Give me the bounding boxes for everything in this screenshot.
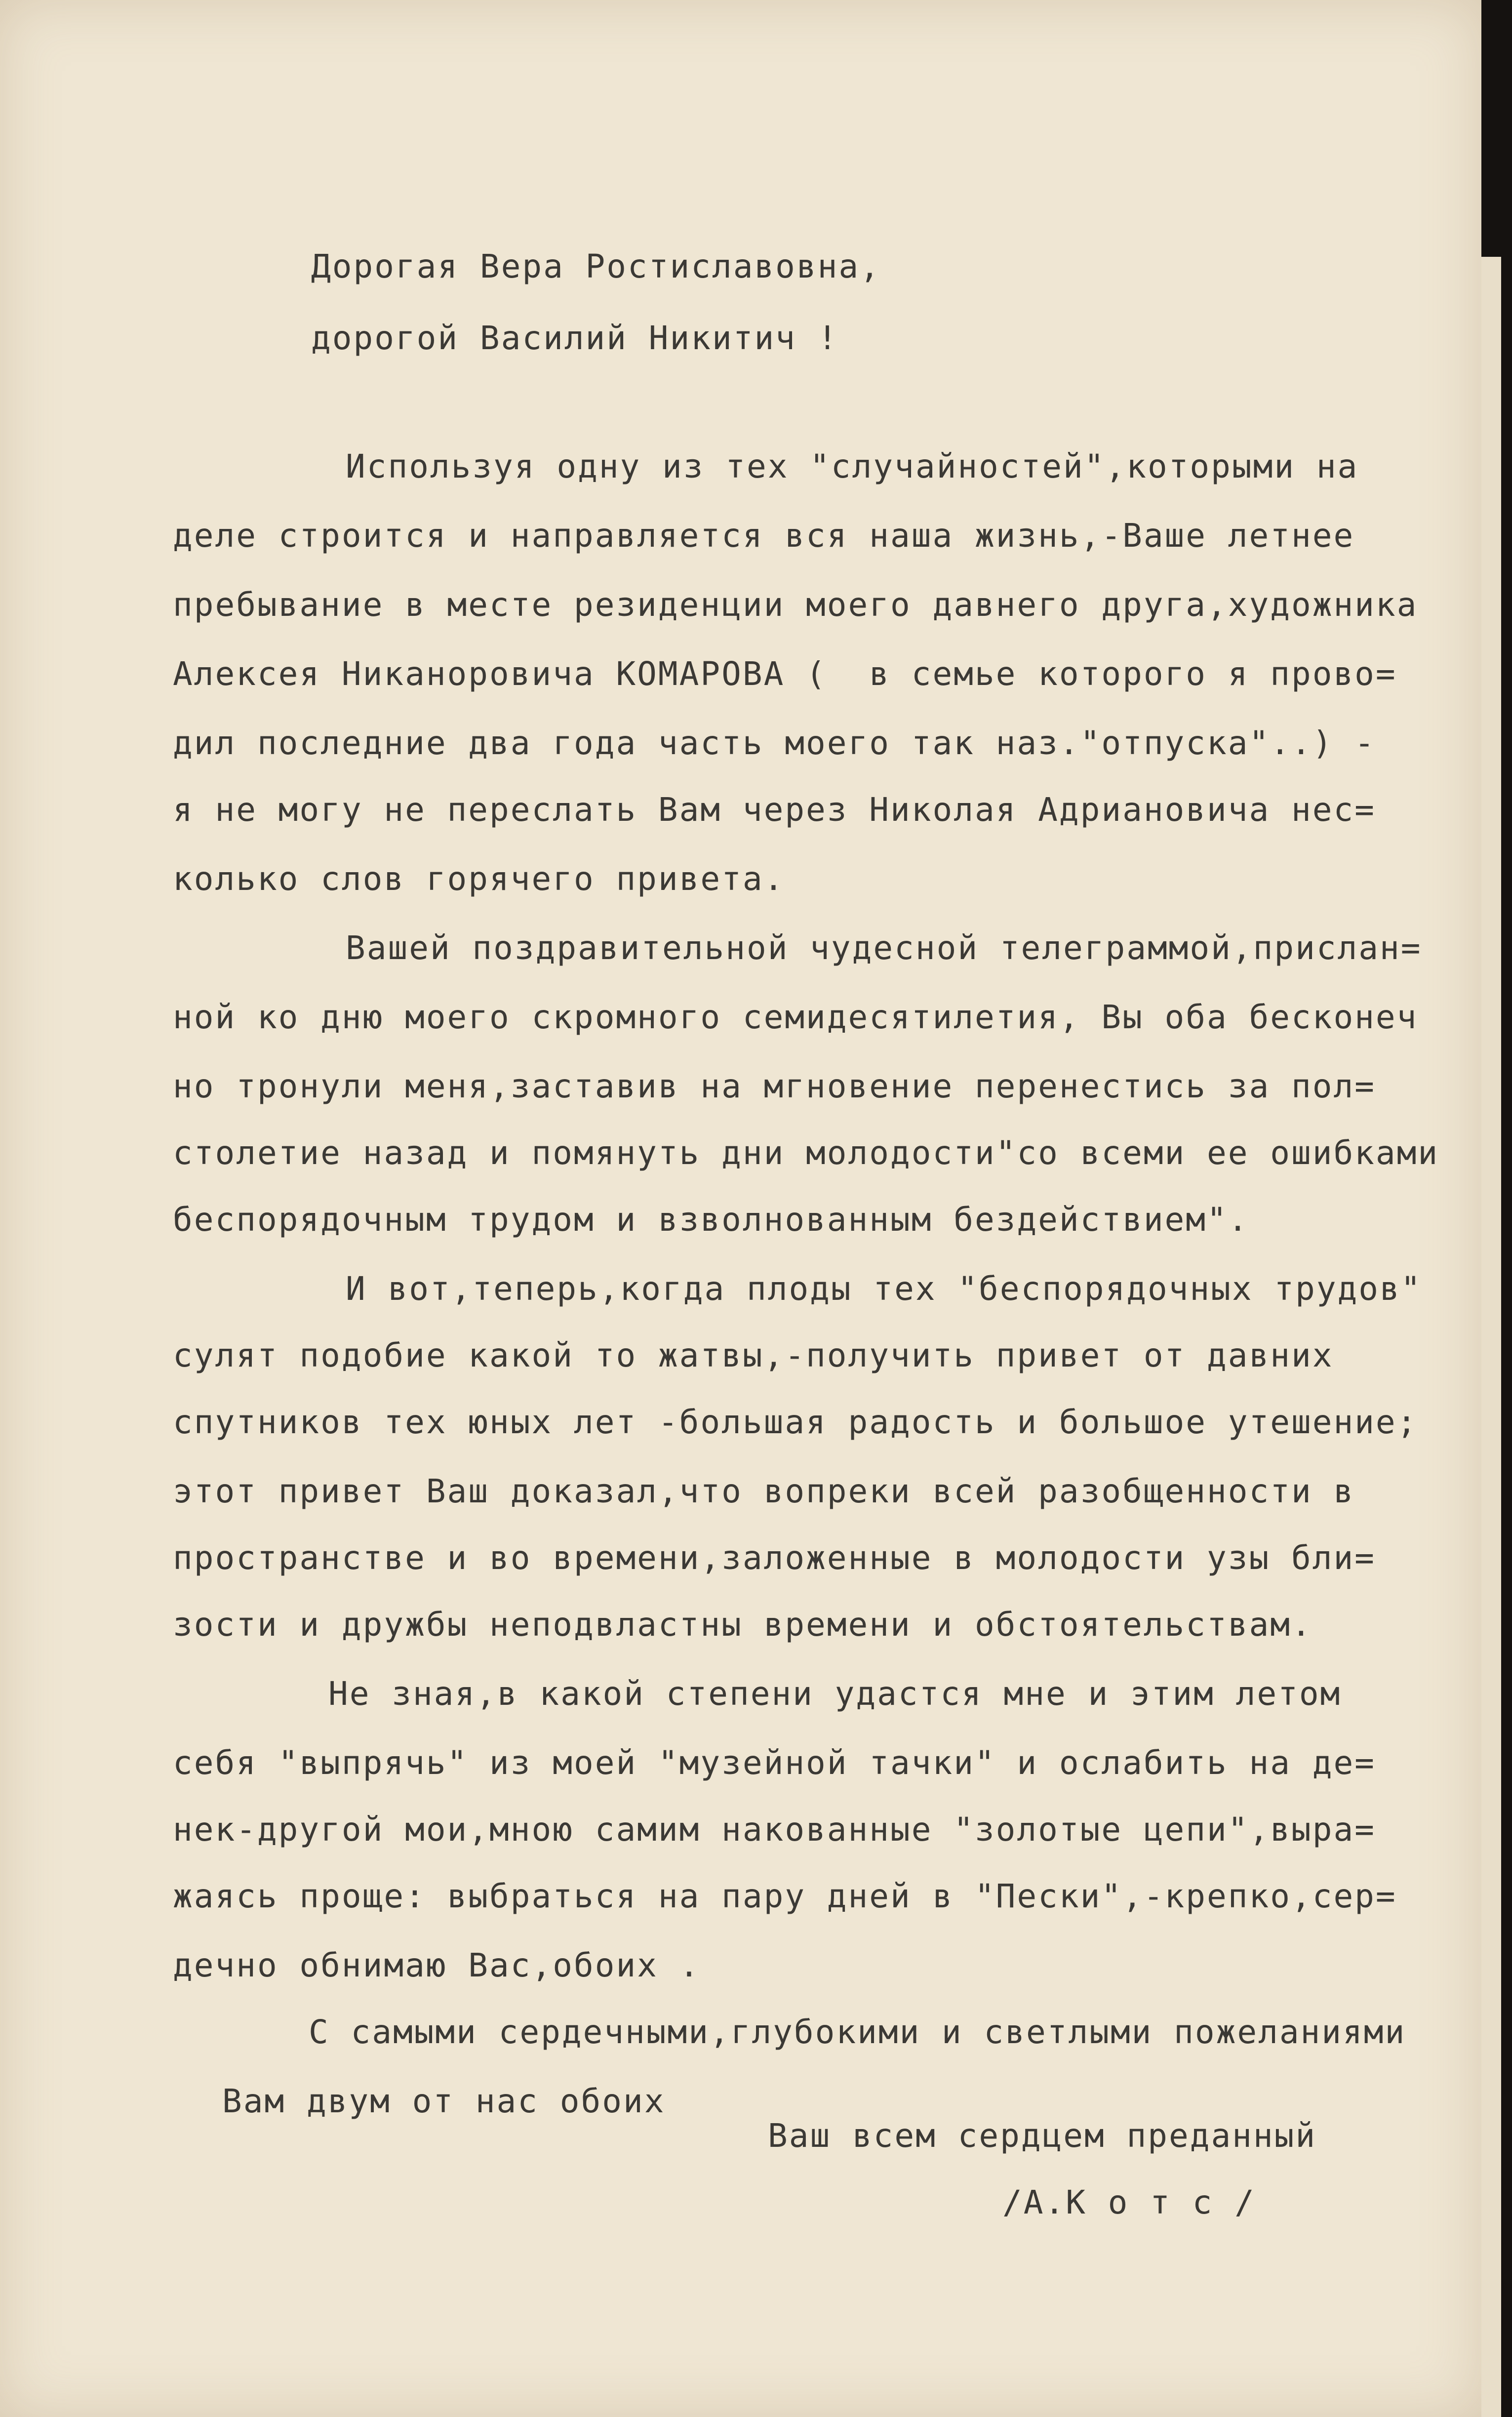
paragraph-3-line-4: этот привет Ваш доказал,что вопреки всей разобщенности в xyxy=(173,1472,1355,1510)
paragraph-1-line-2: деле строится и направляется вся наша жизнь,-Ваше летнее xyxy=(173,517,1355,555)
paragraph-3-line-5: пространстве и во времени,заложенные в молодости узы бли= xyxy=(173,1539,1376,1577)
paragraph-2-line-5: беспорядочным трудом и взволнованным бездействием". xyxy=(173,1201,1249,1239)
paragraph-2-line-1: Вашей поздравительной чудесной телеграммой,прислан= xyxy=(346,929,1422,967)
paragraph-1-line-5: дил последние два года часть моего так наз."отпуска"..) - xyxy=(173,724,1376,762)
paragraph-3-line-2: сулят подобие какой то жатвы,-получить привет от давних xyxy=(173,1336,1334,1374)
paragraph-1-line-4: Алексея Никаноровича КОМАРОВА ( в семье которого я прово= xyxy=(173,655,1397,693)
paragraph-4-line-4: жаясь проще: выбраться на пару дней в "Пески",-крепко,сер= xyxy=(173,1877,1397,1915)
paragraph-4-line-5: дечно обнимаю Вас,обоих . xyxy=(173,1946,701,1984)
paragraph-2-line-3: но тронули меня,заставив на мгновение перенестись за пол= xyxy=(173,1067,1376,1105)
paragraph-1-line-1: Используя одну из тех "случайностей",которыми на xyxy=(346,447,1359,485)
valediction: Ваш всем сердцем преданный xyxy=(768,2117,1317,2155)
paragraph-4-line-3: нек-другой мои,мною самим накованные "золотые цепи",выра= xyxy=(173,1811,1376,1849)
signature: /А.К о т с / xyxy=(1002,2183,1256,2221)
paragraph-4-line-2: себя "выпрячь" из моей "музейной тачки" и ослабить на де= xyxy=(173,1744,1376,1782)
paragraph-1-line-3: пребывание в месте резиденции моего давнего друга,художника xyxy=(173,586,1418,624)
paper-edge xyxy=(1481,257,1501,2417)
closing-line-2: Вам двум от нас обоих xyxy=(222,2082,666,2120)
paragraph-4-line-1: Не зная,в какой степени удастся мне и этим летом xyxy=(328,1675,1342,1713)
paragraph-2-line-4: столетие назад и помянуть дни молодости"со всеми ее ошибками xyxy=(173,1134,1439,1172)
paragraph-1-line-6: я не могу не переслать Вам через Николая Адриановича нес= xyxy=(173,791,1376,829)
paragraph-3-line-1: И вот,теперь,когда плоды тех "беспорядочных трудов" xyxy=(346,1270,1422,1308)
paragraph-3-line-3: спутников тех юных лет -большая радость и большое утешение; xyxy=(173,1403,1418,1441)
paragraph-1-line-7: колько слов горячего привета. xyxy=(173,860,785,898)
paragraph-2-line-2: ной ко дню моего скромного семидесятилетия, Вы оба бесконеч xyxy=(173,998,1418,1036)
closing-line-1: С самыми сердечными,глубокими и светлыми пожеланиями xyxy=(309,2013,1406,2051)
salutation-line-2: дорогой Василий Никитич ! xyxy=(311,319,839,357)
paragraph-3-line-6: зости и дружбы неподвластны времени и обстоятельствам. xyxy=(173,1606,1313,1644)
salutation-line-1: Дорогая Вера Ростиславовна, xyxy=(311,247,881,285)
